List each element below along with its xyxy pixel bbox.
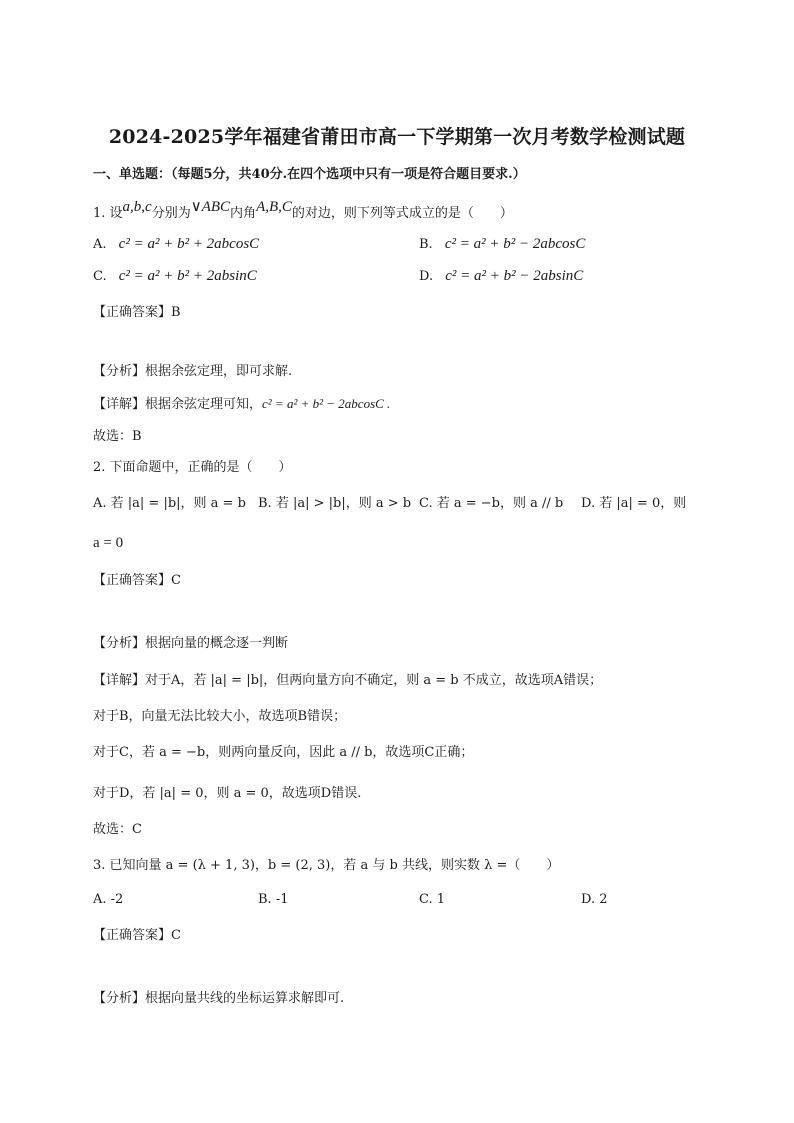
q1-option-b-label: B.: [419, 237, 433, 252]
q1-choose: 故选：B: [93, 429, 142, 444]
q2-option-b: B. 若 |a| > |b|，则 a > b: [258, 496, 412, 511]
q1-answer: 【正确答案】B: [93, 305, 181, 320]
q1-stem-prefix: 1. 设: [93, 206, 123, 221]
q2-answer: 【正确答案】C: [93, 573, 181, 588]
q2-analysis: 【分析】根据向量的概念逐一判断: [93, 636, 289, 651]
q1-option-d-label: D.: [419, 269, 434, 284]
q1-option-a: [93, 236, 259, 253]
q2-stem: 2. 下面命题中，正确的是（ ）: [93, 460, 292, 475]
q1-stem: [93, 199, 513, 222]
q1-option-a-label: A.: [93, 237, 107, 252]
q1-detail: [93, 393, 390, 412]
q1-detail-prefix: 【详解】根据余弦定理可知，: [93, 397, 263, 412]
q2-option-a: A. 若 |a| = |b|，则 a = b: [93, 496, 246, 511]
page-title: 2024-2025学年福建省莆田市高一下学期第一次月考数学检测试题: [108, 126, 686, 148]
q1-option-c-label: C.: [93, 269, 107, 284]
q2-detail-3: 对于C，若 a = −b，则两向量反向，因此 a // b，故选项C正确；: [93, 745, 474, 760]
q3-option-a: A. -2: [93, 892, 124, 907]
q3-option-c: C. 1: [419, 892, 446, 907]
section-heading: 一、单选题：（每题5分，共40分.在四个选项中只有一项是符合题目要求.）: [93, 167, 526, 182]
q3-option-b: B. -1: [258, 892, 289, 907]
q1-option-d: [419, 268, 583, 285]
q1-option-d-text: c² = a² + b² − 2absinC: [445, 268, 584, 284]
q2-option-d-part1: D. 若 |a| = 0，则: [581, 496, 687, 511]
q1-stem-abc: a,b,c: [122, 199, 152, 215]
q1-option-b: [419, 236, 585, 253]
q1-stem-triangle: ∨ABC: [190, 199, 231, 215]
q3-stem: 3. 已知向量 a = (λ + 1, 3)，b = (2, 3)，若 a 与 b 共线，则实数 λ =（ ）: [93, 858, 560, 873]
q3-answer: 【正确答案】C: [93, 928, 181, 943]
q1-stem-mid2: 内角: [230, 206, 257, 221]
q1-analysis: 【分析】根据余弦定理，即可求解.: [93, 364, 293, 379]
q3-analysis: 【分析】根据向量共线的坐标运算求解即可.: [93, 991, 345, 1006]
q1-stem-mid1: 分别为: [151, 206, 191, 221]
q3-option-d: D. 2: [581, 892, 608, 907]
q2-detail-4: 对于D，若 |a| = 0，则 a = 0，故选项D错误.: [93, 786, 362, 801]
q2-option-d-part2: a = 0: [93, 535, 124, 551]
q2-option-c: C. 若 a = −b，则 a // b: [419, 496, 564, 511]
q2-detail-2: 对于B，向量无法比较大小，故选项B错误；: [93, 709, 347, 724]
q2-detail-1: 【详解】对于A，若 |a| = |b|，但两向量方向不确定，则 a = b 不成立，故选项A错误；: [93, 673, 603, 688]
q1-stem-suffix: 的对边，则下列等式成立的是（ ）: [291, 206, 513, 221]
q1-option-a-text: c² = a² + b² + 2abcosC: [118, 236, 260, 252]
q1-option-b-text: c² = a² + b² − 2abcosC: [444, 236, 586, 252]
q1-option-c-text: c² = a² + b² + 2absinC: [118, 268, 257, 284]
q2-choose: 故选：C: [93, 822, 142, 837]
q1-detail-formula: c² = a² + b² − 2abcosC .: [262, 396, 391, 411]
q1-stem-angles: A,B,C: [256, 199, 292, 215]
q1-option-c: [93, 268, 257, 285]
